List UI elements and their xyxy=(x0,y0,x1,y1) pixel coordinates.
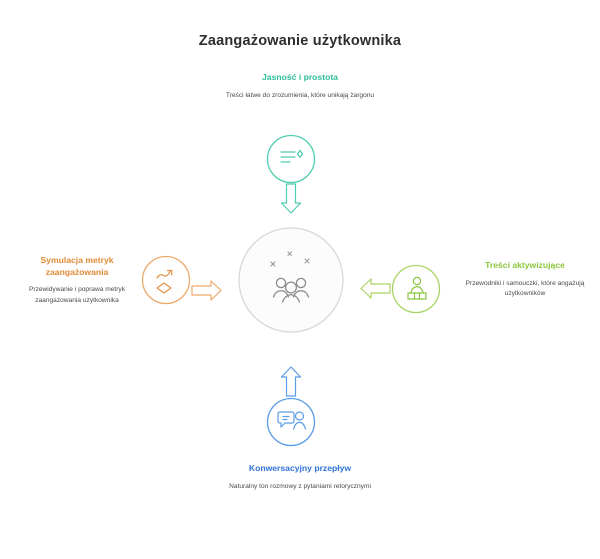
node-right[interactable] xyxy=(361,266,440,313)
node-left-label xyxy=(12,255,142,306)
node-right-label xyxy=(460,260,590,300)
page-title: Zaangażowanie użytkownika xyxy=(198,33,402,49)
node-bottom-heading: Konwersacyjny przepływ xyxy=(248,463,352,473)
node-left-heading: Symulacja metryk zaangażowania xyxy=(40,255,114,277)
node-right-description: Przewodniki i samouczki, które angażują użytkowników xyxy=(465,279,585,298)
node-top-heading: Jasność i prostota xyxy=(262,72,338,82)
node-right-heading: Treści aktywizujące xyxy=(485,260,565,270)
node-left[interactable] xyxy=(143,257,222,304)
arrow-left-icon xyxy=(361,279,390,298)
node-bottom-description: Naturalny ton rozmowy z pytaniami retorycznymi xyxy=(229,482,371,490)
node-top[interactable] xyxy=(268,136,315,214)
arrow-up-icon xyxy=(282,367,301,396)
center-node xyxy=(239,228,343,332)
arrow-right-icon xyxy=(192,281,221,300)
node-top-description: Treści łatwe do zrozumienia, które unikają żargonu xyxy=(225,91,375,99)
node-bottom[interactable] xyxy=(268,367,315,446)
node-left-description: Przewidywanie i poprawa metryk zaangażowania użytkownika xyxy=(28,286,125,304)
arrow-down-icon xyxy=(282,184,301,213)
node-bottom-label xyxy=(190,463,410,492)
node-top-label xyxy=(190,72,410,101)
